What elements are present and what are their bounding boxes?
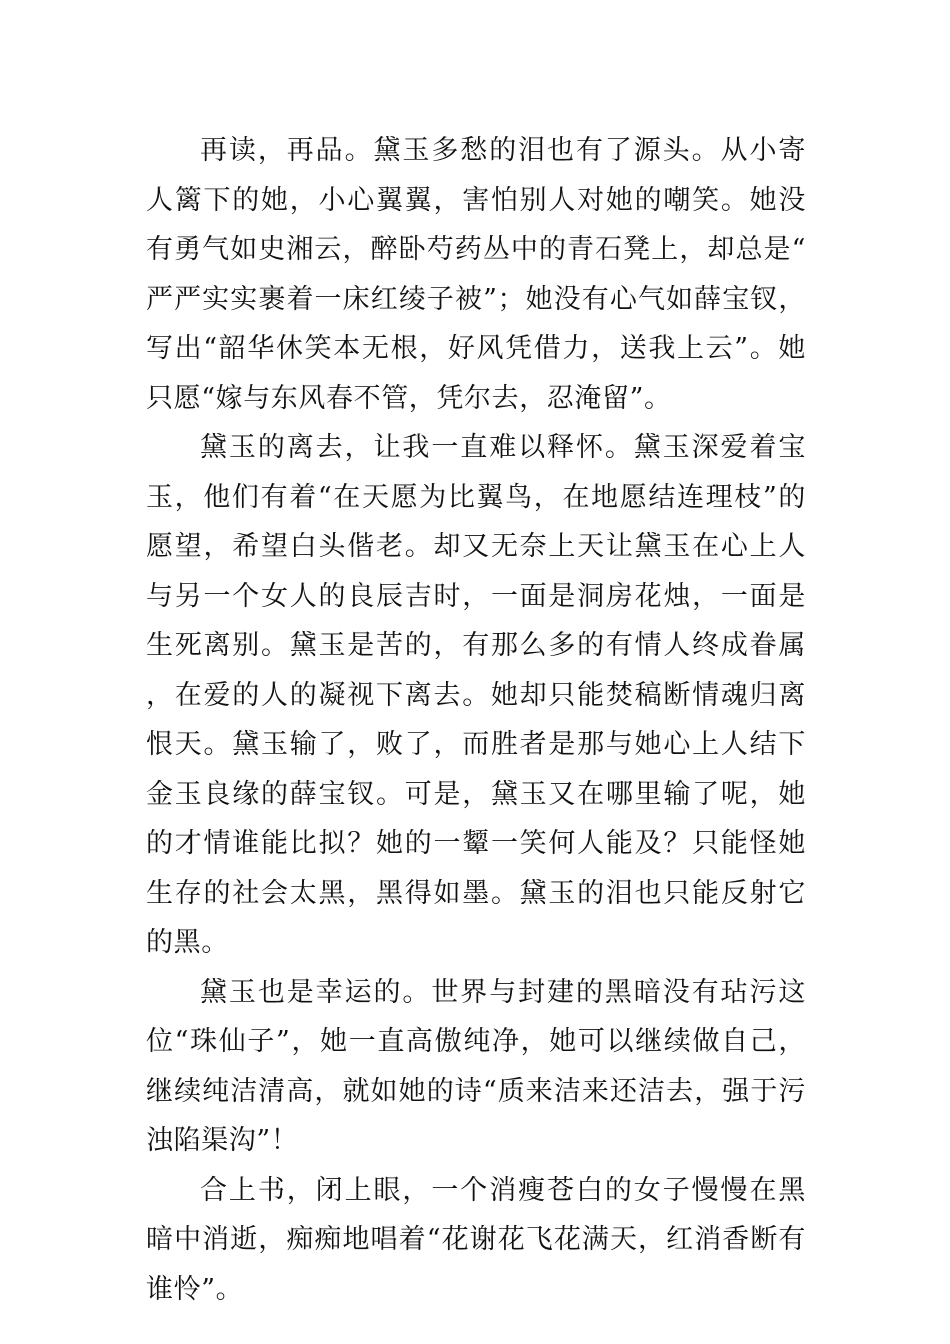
paragraph-4: 合上书，闭上眼，一个消瘦苍白的女子慢慢在黑暗中消逝，痴痴地唱着“花谢花飞花满天，红消香断有谁怜”。 <box>146 1174 806 1305</box>
document-body <box>146 126 806 1314</box>
paragraph-3: 黛玉也是幸运的。世界与封建的黑暗没有玷污这位“珠仙子”，她一直高傲纯净，她可以继续做自己，继续纯洁清高，就如她的诗“质来洁来还洁去，强于污浊陷渠沟”！ <box>146 976 806 1156</box>
paragraph-2: 黛玉的离去，让我一直难以释怀。黛玉深爱着宝玉，他们有着“在天愿为比翼鸟，在地愿结连理枝”的愿望，希望白头偕老。却又无奈上天让黛玉在心上人与另一个女人的良辰吉时，一面是洞房花烛，一面是生死离别。黛玉是苦的，有那么多的有情人终成眷属，在爱的人的凝视下离去。她却只能焚稿断情魂归离恨天。黛玉输了，败了，而胜者是那与她心上人结下金玉良缘的薛宝钗。可是，黛玉又在哪里输了呢，她的才情谁能比拟？她的一颦一笑何人能及？只能怪她生存的社会太黑，黑得如墨。黛玉的泪也只能反射它的黑。 <box>146 432 806 958</box>
paragraph-1: 再读，再品。黛玉多愁的泪也有了源头。从小寄人篱下的她，小心翼翼，害怕别人对她的嘲笑。她没有勇气如史湘云，醉卧芍药丛中的青石凳上，却总是“严严实实裹着一床红绫子被”；她没有心气如薛宝钗，写出“韶华休笑本无根，好风凭借力，送我上云”。她只愿“嫁与东风春不管，凭尔去，忍淹留”。 <box>146 135 806 414</box>
